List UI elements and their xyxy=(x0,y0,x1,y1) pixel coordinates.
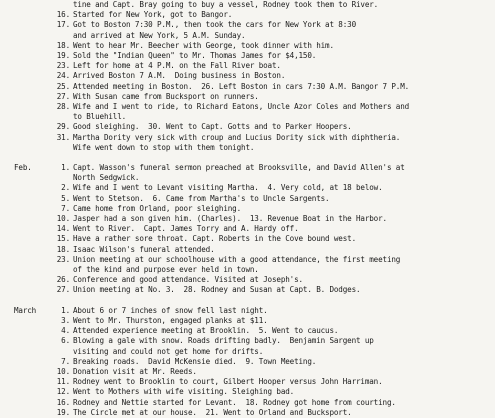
diary-line xyxy=(14,122,495,132)
month-label xyxy=(14,357,50,367)
entry-text: Went to Stetson. 6. Came from Martha's to Uncle Sargents. xyxy=(73,193,330,203)
entry-text: Have a rather sore throat. Capt. Roberts in the Cove bound west. xyxy=(73,234,356,244)
month-label xyxy=(14,316,50,326)
entry-text: Rodney and Nettie started for Levant. 18. Rodney got home from courting. xyxy=(73,397,396,407)
day-number: 23. xyxy=(56,61,70,71)
month-label: Feb. xyxy=(14,163,32,173)
diary-line xyxy=(14,234,495,244)
month-label xyxy=(14,204,50,214)
entry-text: Union meeting at our schoolhouse with a good attendance, the first meeting xyxy=(73,254,401,264)
entry-text: Went to Mothers with wife visiting. Sleighing bad. xyxy=(73,387,295,397)
diary-line xyxy=(14,387,495,397)
entry-text: North Sedgwick. xyxy=(73,173,140,183)
day-number: 6. xyxy=(61,336,70,346)
month-label xyxy=(14,61,50,71)
month-label xyxy=(14,377,50,387)
day-number xyxy=(50,347,73,357)
day-number: 7. xyxy=(61,356,70,366)
entry-text: to Bluehill. xyxy=(73,112,127,122)
month-label xyxy=(14,255,50,265)
entry-text: Union meeting at No. 3. 28. Rodney and Susan at Capt. B. Dodges. xyxy=(73,285,361,295)
entry-text: Capt. Wasson's funeral sermon preached at Brooksville, and David Allen's at xyxy=(73,163,405,173)
month-label xyxy=(14,41,50,51)
entry-text: Went to hear Mr. Beecher with George, took dinner with him. xyxy=(73,40,334,50)
section-gap xyxy=(14,296,495,306)
day-number: 2. xyxy=(61,183,70,193)
month-label xyxy=(14,20,50,30)
entry-text: Rodney went to Brooklin to court, Gilbert Hooper versus John Harriman. xyxy=(73,377,383,387)
entry-text: With Susan came from Bucksport on runners. xyxy=(73,91,259,101)
day-number xyxy=(50,173,73,183)
entry-text: Got to Boston 7:30 P.M., then took the cars for New York at 8:30 xyxy=(73,20,356,30)
diary-line xyxy=(14,71,495,81)
entry-text: The Circle met at our house. 21. Went to Orland and Bucksport. xyxy=(73,407,352,417)
month-label xyxy=(14,336,50,346)
day-number: 10. xyxy=(56,214,70,224)
month-label xyxy=(14,112,50,122)
month-label xyxy=(14,367,50,377)
day-number: 26. xyxy=(56,275,70,285)
day-number xyxy=(50,31,73,41)
entry-text: Arrived Boston 7 A.M. Doing business in Boston. xyxy=(73,71,286,81)
entry-text: Blowing a gale with snow. Roads drifting badly. Benjamin Sargent up xyxy=(73,336,374,346)
diary-line xyxy=(14,255,495,265)
entry-text: Martha Dority very sick with croup and Lucius Dority sick with diphtheria. xyxy=(73,132,401,142)
day-number xyxy=(50,112,73,122)
day-number xyxy=(50,265,73,275)
section-gap xyxy=(14,153,495,163)
entry-text: Isaac Wilson's funeral attended. xyxy=(73,244,215,254)
entry-text: tine and Capt. Bray going to buy a vessel, Rodney took them to River. xyxy=(73,0,379,9)
diary-line xyxy=(14,326,495,336)
day-number: 24. xyxy=(56,71,70,81)
diary-line xyxy=(14,163,495,173)
day-number: 23. xyxy=(56,254,70,264)
diary-line xyxy=(14,275,495,285)
month-label xyxy=(14,31,50,41)
month-label xyxy=(14,122,50,132)
month-label xyxy=(14,387,50,397)
entry-text: Came home from Orland, poor sleighing. xyxy=(73,203,242,213)
entry-text: and arrived at New York, 5 A.M. Sunday. xyxy=(73,30,246,40)
day-number: 17. xyxy=(56,20,70,30)
diary-line xyxy=(14,398,495,408)
entry-text: Started for New York, got to Bangor. xyxy=(73,10,233,20)
day-number xyxy=(50,143,73,153)
day-number: 5. xyxy=(61,193,70,203)
month-label xyxy=(14,408,50,418)
entry-text: Donation visit at Mr. Reeds. xyxy=(73,366,197,376)
month-label xyxy=(14,183,50,193)
diary-line xyxy=(14,377,495,387)
diary-line xyxy=(14,336,495,346)
diary-line xyxy=(14,31,495,41)
day-number: 1. xyxy=(61,163,70,173)
day-number: 16. xyxy=(56,10,70,20)
month-label xyxy=(14,92,50,102)
entry-text: Wife went down to stop with them tonight. xyxy=(73,142,255,152)
day-number: 14. xyxy=(56,224,70,234)
diary-line xyxy=(14,51,495,61)
month-label xyxy=(14,347,50,357)
day-number: 27. xyxy=(56,285,70,295)
entry-text: About 6 or 7 inches of snow fell last night. xyxy=(73,305,268,315)
diary-line xyxy=(14,61,495,71)
diary-line xyxy=(14,82,495,92)
diary-line xyxy=(14,10,495,20)
diary-line xyxy=(14,143,495,153)
month-label xyxy=(14,224,50,234)
diary-line xyxy=(14,357,495,367)
day-number: 19. xyxy=(56,51,70,61)
month-label xyxy=(14,326,50,336)
entry-text: Breaking roads. David McKensie died. 9. Town Meeting. xyxy=(73,356,317,366)
day-number: 29. xyxy=(56,122,70,132)
diary-line xyxy=(14,41,495,51)
month-label: March xyxy=(14,305,37,315)
diary-line xyxy=(14,183,495,193)
month-label xyxy=(14,143,50,153)
day-number: 18. xyxy=(56,244,70,254)
diary-line xyxy=(14,173,495,183)
diary-line xyxy=(14,316,495,326)
entry-text: visiting and could not get home for drifts. xyxy=(73,346,264,356)
day-number: 18. xyxy=(56,40,70,50)
diary-line xyxy=(14,0,495,10)
diary-line xyxy=(14,306,495,316)
diary-line xyxy=(14,408,495,418)
diary-line xyxy=(14,92,495,102)
day-number: 1. xyxy=(61,305,70,315)
diary-line xyxy=(14,224,495,234)
diary-line xyxy=(14,265,495,275)
diary-line xyxy=(14,112,495,122)
day-number: 28. xyxy=(56,102,70,112)
month-label xyxy=(14,275,50,285)
day-number: 16. xyxy=(56,397,70,407)
entry-text: Sold the "Indian Queen" to Mr. Thomas James for $4,150. xyxy=(73,51,317,61)
diary-line xyxy=(14,133,495,143)
diary-line xyxy=(14,214,495,224)
month-label xyxy=(14,71,50,81)
entry-text: Attended experience meeting at Brooklin. 5. Went to caucus. xyxy=(73,326,339,336)
entry-text: Good sleighing. 30. Went to Capt. Gotts and to Parker Hoopers. xyxy=(73,122,352,132)
diary-line xyxy=(14,347,495,357)
diary-line xyxy=(14,285,495,295)
month-label xyxy=(14,10,50,20)
day-number: 4. xyxy=(61,326,70,336)
entry-text: Went to Mr. Thurston, engaged planks at $11. xyxy=(73,315,268,325)
month-label xyxy=(14,82,50,92)
day-number: 10. xyxy=(56,366,70,376)
month-label xyxy=(14,51,50,61)
entry-text: of the kind and purpose ever held in town. xyxy=(73,265,259,275)
diary-line xyxy=(14,204,495,214)
day-number: 12. xyxy=(56,387,70,397)
day-number: 19. xyxy=(56,407,70,417)
day-number: 11. xyxy=(56,377,70,387)
entry-text: Went to River. Capt. James Torry and A. Hardy off. xyxy=(73,224,299,234)
entry-text: Left for home at 4 P.M. on the Fall River boat. xyxy=(73,61,281,71)
month-label xyxy=(14,245,50,255)
day-number: 31. xyxy=(56,132,70,142)
day-number: 3. xyxy=(61,315,70,325)
entry-text: Attended meeting in Boston. 26. Left Boston in cars 7:30 A.M. Bangor 7 P.M. xyxy=(73,81,410,91)
entry-text: Wife and I went to Levant visiting Martha. 4. Very cold, at 18 below. xyxy=(73,183,383,193)
entry-text: Conference and good attendance. Visited at Joseph's. xyxy=(73,275,303,285)
day-number: 27. xyxy=(56,91,70,101)
month-label xyxy=(14,173,50,183)
day-number: 25. xyxy=(56,81,70,91)
month-label xyxy=(14,0,50,10)
diary-line xyxy=(14,20,495,30)
month-label xyxy=(14,398,50,408)
diary-line xyxy=(14,194,495,204)
month-label xyxy=(14,234,50,244)
month-label xyxy=(14,133,50,143)
diary-line xyxy=(14,102,495,112)
entry-text: Jasper had a son given him. (Charles). 13. Revenue Boat in the Harbor. xyxy=(73,214,387,224)
month-label xyxy=(14,214,50,224)
diary-line xyxy=(14,245,495,255)
month-label xyxy=(14,102,50,112)
month-label xyxy=(14,285,50,295)
day-number: 7. xyxy=(61,203,70,213)
month-label xyxy=(14,265,50,275)
month-label xyxy=(14,194,50,204)
day-number xyxy=(50,0,73,10)
entry-text: Wife and I went to ride, to Richard Eatons, Uncle Azor Coles and Mothers and xyxy=(73,102,410,112)
day-number: 15. xyxy=(56,234,70,244)
diary-line xyxy=(14,367,495,377)
